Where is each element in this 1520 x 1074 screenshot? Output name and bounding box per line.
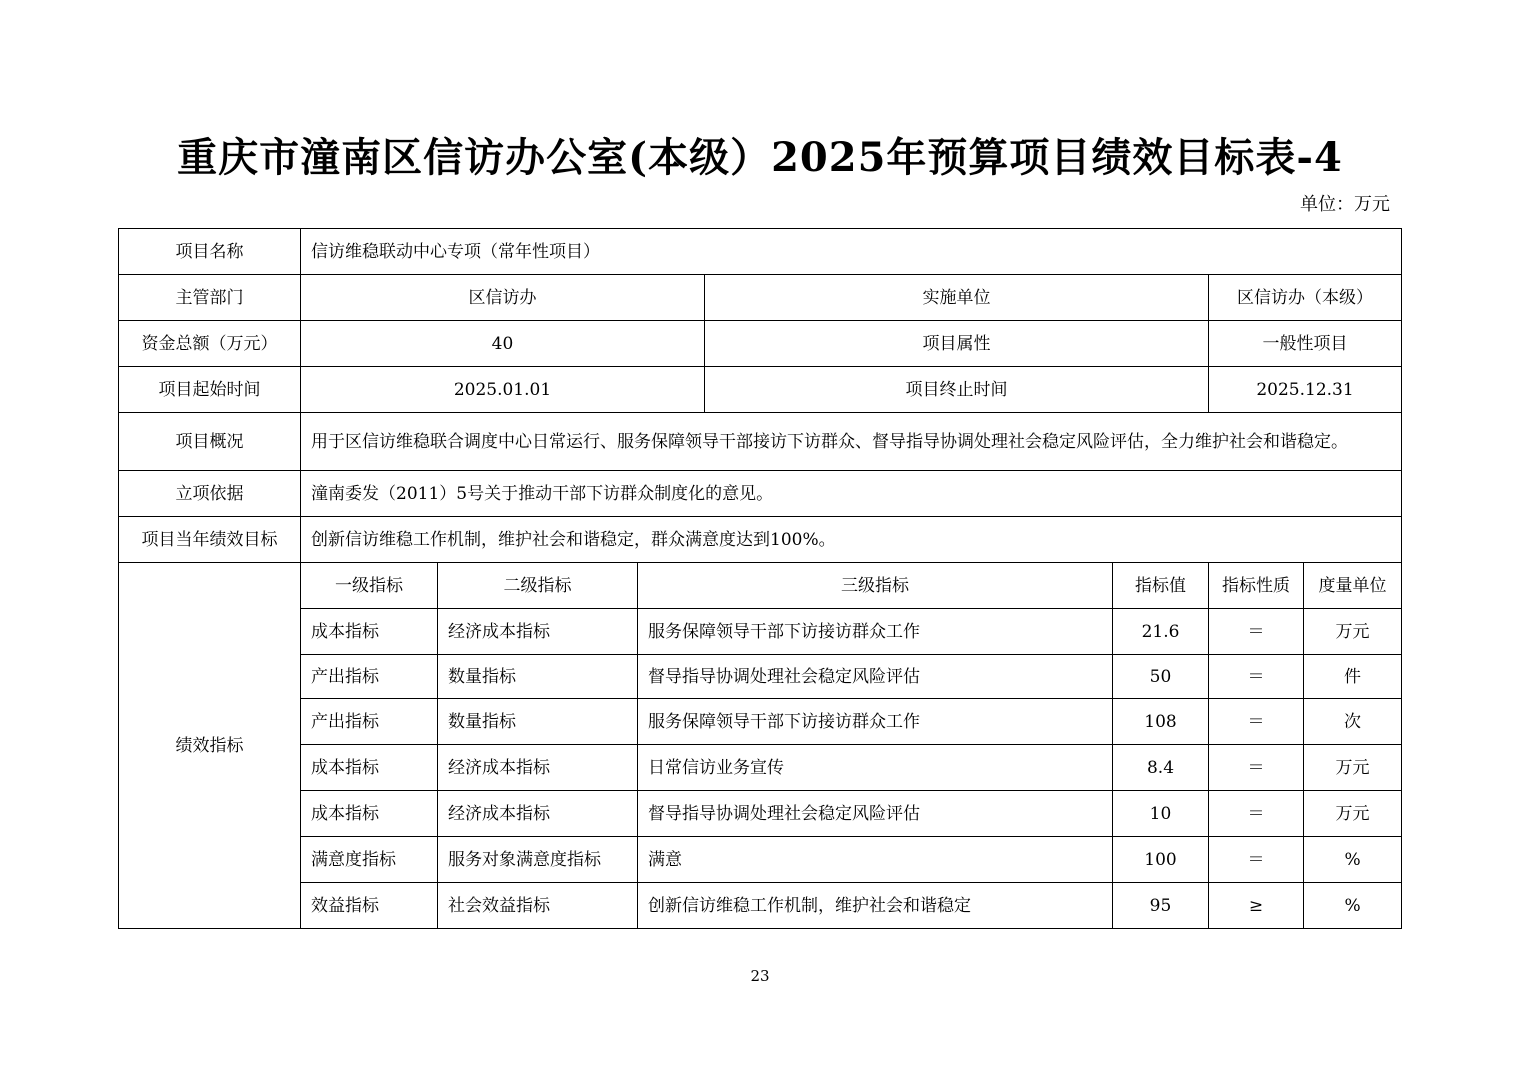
goal-label: 项目当年绩效目标 bbox=[119, 517, 301, 563]
level1-cell: 成本指标 bbox=[301, 791, 438, 837]
level2-cell: 数量指标 bbox=[438, 655, 638, 699]
header-nature: 指标性质 bbox=[1209, 563, 1304, 609]
level1-cell: 产出指标 bbox=[301, 655, 438, 699]
basis-value: 潼南委发（2011）5号关于推动干部下访群众制度化的意见。 bbox=[301, 471, 1402, 517]
header-level2: 二级指标 bbox=[438, 563, 638, 609]
row-dates bbox=[119, 367, 1402, 413]
project-name-label: 项目名称 bbox=[119, 229, 301, 275]
unit-cell: 万元 bbox=[1304, 609, 1402, 655]
attr-label: 项目属性 bbox=[705, 321, 1209, 367]
nature-cell: ＝ bbox=[1209, 791, 1304, 837]
impl-label: 实施单位 bbox=[705, 275, 1209, 321]
funds-value: 40 bbox=[301, 321, 705, 367]
unit-cell: 万元 bbox=[1304, 745, 1402, 791]
level1-cell: 产出指标 bbox=[301, 699, 438, 745]
table-row bbox=[119, 655, 1402, 699]
unit-cell: % bbox=[1304, 883, 1402, 929]
value-cell: 21.6 bbox=[1113, 609, 1209, 655]
level3-cell: 服务保障领导干部下访接访群众工作 bbox=[638, 609, 1113, 655]
row-funds bbox=[119, 321, 1402, 367]
table-row bbox=[119, 791, 1402, 837]
level1-cell: 成本指标 bbox=[301, 609, 438, 655]
end-label: 项目终止时间 bbox=[705, 367, 1209, 413]
start-value: 2025.01.01 bbox=[301, 367, 705, 413]
perf-label: 绩效指标 bbox=[119, 563, 301, 929]
nature-cell: ＝ bbox=[1209, 745, 1304, 791]
header-level1: 一级指标 bbox=[301, 563, 438, 609]
level2-cell: 经济成本指标 bbox=[438, 609, 638, 655]
level3-cell: 服务保障领导干部下访接访群众工作 bbox=[638, 699, 1113, 745]
header-unit: 度量单位 bbox=[1304, 563, 1402, 609]
funds-label: 资金总额（万元） bbox=[119, 321, 301, 367]
value-cell: 10 bbox=[1113, 791, 1209, 837]
basis-label: 立项依据 bbox=[119, 471, 301, 517]
level3-cell: 督导指导协调处理社会稳定风险评估 bbox=[638, 655, 1113, 699]
value-cell: 50 bbox=[1113, 655, 1209, 699]
unit-label: 单位：万元 bbox=[1300, 194, 1390, 215]
attr-value: 一般性项目 bbox=[1209, 321, 1402, 367]
level2-cell: 数量指标 bbox=[438, 699, 638, 745]
header-level3: 三级指标 bbox=[638, 563, 1113, 609]
impl-value: 区信访办（本级） bbox=[1209, 275, 1402, 321]
unit-cell: % bbox=[1304, 837, 1402, 883]
nature-cell: ≥ bbox=[1209, 883, 1304, 929]
nature-cell: ＝ bbox=[1209, 655, 1304, 699]
value-cell: 100 bbox=[1113, 837, 1209, 883]
unit-cell: 件 bbox=[1304, 655, 1402, 699]
project-name-value: 信访维稳联动中心专项（常年性项目） bbox=[301, 229, 1402, 275]
dept-label: 主管部门 bbox=[119, 275, 301, 321]
level1-cell: 满意度指标 bbox=[301, 837, 438, 883]
unit-cell: 次 bbox=[1304, 699, 1402, 745]
table-row bbox=[119, 745, 1402, 791]
start-label: 项目起始时间 bbox=[119, 367, 301, 413]
row-department bbox=[119, 275, 1402, 321]
level2-cell: 社会效益指标 bbox=[438, 883, 638, 929]
level2-cell: 经济成本指标 bbox=[438, 745, 638, 791]
level2-cell: 经济成本指标 bbox=[438, 791, 638, 837]
table-row bbox=[119, 699, 1402, 745]
page-number: 23 bbox=[750, 967, 770, 985]
dept-value: 区信访办 bbox=[301, 275, 705, 321]
header-value: 指标值 bbox=[1113, 563, 1209, 609]
overview-value: 用于区信访维稳联合调度中心日常运行、服务保障领导干部接访下访群众、督导指导协调处理社会稳定风险评估，全力维护社会和谐稳定。 bbox=[301, 413, 1402, 471]
table-row bbox=[119, 883, 1402, 929]
row-goal bbox=[119, 517, 1402, 563]
level2-cell: 服务对象满意度指标 bbox=[438, 837, 638, 883]
goal-value: 创新信访维稳工作机制，维护社会和谐稳定，群众满意度达到100%。 bbox=[301, 517, 1402, 563]
end-value: 2025.12.31 bbox=[1209, 367, 1402, 413]
row-overview bbox=[119, 413, 1402, 471]
level3-cell: 创新信访维稳工作机制，维护社会和谐稳定 bbox=[638, 883, 1113, 929]
value-cell: 95 bbox=[1113, 883, 1209, 929]
performance-table bbox=[118, 228, 1402, 929]
value-cell: 8.4 bbox=[1113, 745, 1209, 791]
unit-cell: 万元 bbox=[1304, 791, 1402, 837]
nature-cell: ＝ bbox=[1209, 699, 1304, 745]
level3-cell: 督导指导协调处理社会稳定风险评估 bbox=[638, 791, 1113, 837]
nature-cell: ＝ bbox=[1209, 837, 1304, 883]
table-row bbox=[119, 837, 1402, 883]
nature-cell: ＝ bbox=[1209, 609, 1304, 655]
perf-header-row bbox=[119, 563, 1402, 609]
level1-cell: 成本指标 bbox=[301, 745, 438, 791]
page-title: 重庆市潼南区信访办公室(本级）2025年预算项目绩效目标表-4 bbox=[177, 134, 1343, 181]
overview-label: 项目概况 bbox=[119, 413, 301, 471]
row-basis bbox=[119, 471, 1402, 517]
row-project-name bbox=[119, 229, 1402, 275]
level3-cell: 满意 bbox=[638, 837, 1113, 883]
level3-cell: 日常信访业务宣传 bbox=[638, 745, 1113, 791]
table-row bbox=[119, 609, 1402, 655]
value-cell: 108 bbox=[1113, 699, 1209, 745]
level1-cell: 效益指标 bbox=[301, 883, 438, 929]
